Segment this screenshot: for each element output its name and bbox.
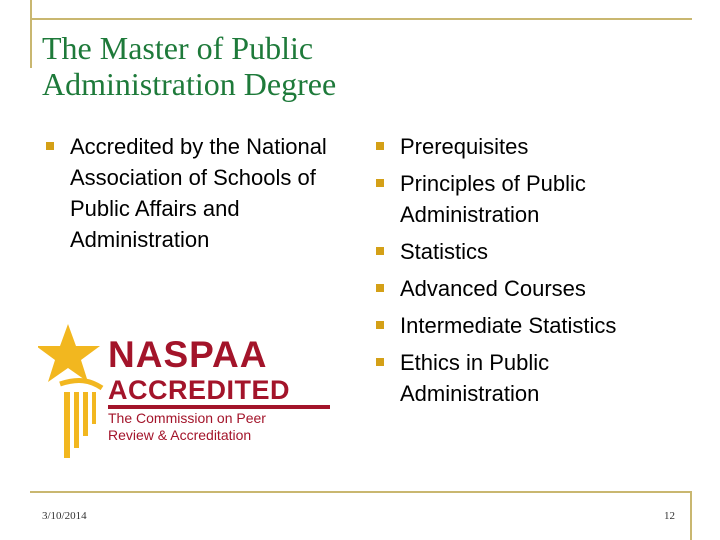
list-item — [372, 168, 692, 230]
logo-naspaa-text: NASPAA — [108, 334, 268, 375]
square-bullet-icon — [376, 358, 384, 366]
list-item-label: Intermediate Statistics — [400, 313, 617, 338]
left-bullet-list — [42, 131, 342, 261]
footer-page-number: 12 — [664, 510, 675, 522]
right-rule — [690, 491, 692, 540]
square-bullet-icon — [376, 247, 384, 255]
list-item — [372, 273, 692, 304]
logo-subtitle — [108, 410, 266, 444]
square-bullet-icon — [376, 284, 384, 292]
list-item-label: Prerequisites — [400, 134, 529, 159]
logo-subtitle-line-1: The Commission on Peer — [108, 410, 266, 426]
list-item — [372, 236, 692, 267]
list-item — [372, 347, 692, 409]
bottom-rule — [30, 491, 692, 493]
logo-subtitle-line-2: Review & Accreditation — [108, 427, 252, 443]
slide-title — [42, 30, 682, 102]
right-bullet-list — [372, 131, 692, 415]
square-bullet-icon — [376, 142, 384, 150]
list-item-label: Advanced Courses — [400, 276, 586, 301]
list-item-label: Accredited by the National Association of Schools of Public Affairs and Administration — [70, 134, 327, 252]
logo-divider — [108, 405, 330, 409]
top-rule — [30, 18, 692, 20]
list-item-label: Statistics — [400, 239, 489, 264]
left-rule — [30, 0, 32, 68]
footer-date: 3/10/2014 — [42, 510, 87, 522]
list-item — [372, 310, 692, 341]
list-item-label: Ethics in Public Administration — [400, 350, 550, 406]
slide-title-line-2: Administration Degree — [42, 66, 337, 102]
square-bullet-icon — [376, 179, 384, 187]
list-item — [42, 131, 342, 255]
list-item-label: Principles of Public Administration — [400, 171, 586, 227]
logo-accredited-text: ACCREDITED — [108, 375, 291, 405]
square-bullet-icon — [376, 321, 384, 329]
square-bullet-icon — [46, 142, 54, 150]
list-item — [372, 131, 692, 162]
slide-title-line-1: The Master of Public — [42, 30, 314, 66]
